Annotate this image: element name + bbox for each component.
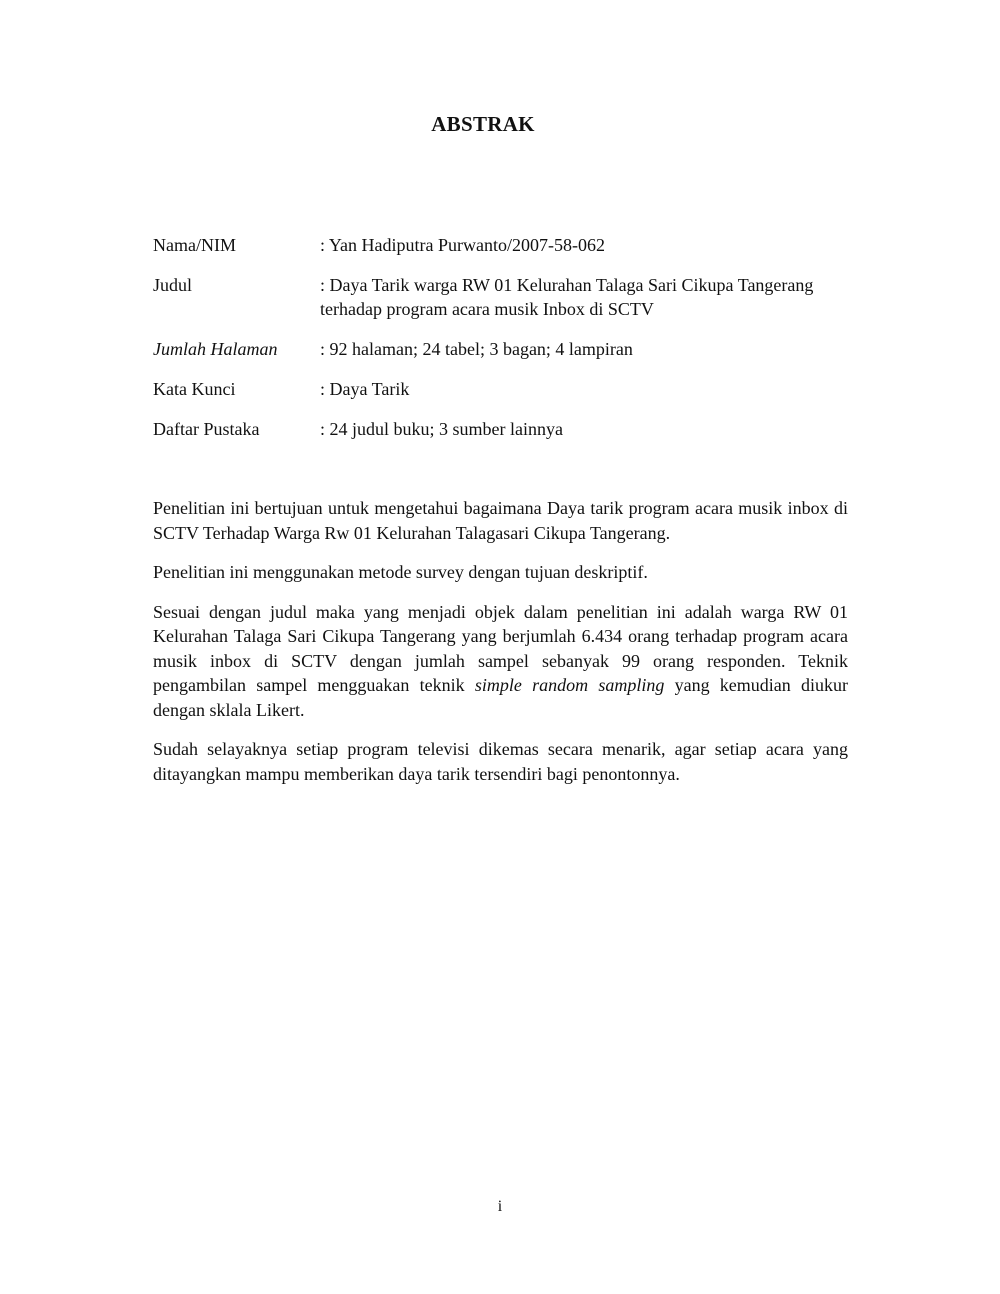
meta-row-kata-kunci bbox=[153, 377, 853, 401]
meta-label: Nama/NIM bbox=[153, 235, 236, 255]
meta-value: : Yan Hadiputra Purwanto/2007-58-062 bbox=[320, 235, 605, 255]
page-title: ABSTRAK bbox=[431, 112, 535, 136]
meta-value: : 92 halaman; 24 tabel; 3 bagan; 4 lampiran bbox=[320, 339, 633, 359]
meta-row-nama-nim bbox=[153, 233, 853, 257]
metadata-table bbox=[153, 233, 853, 457]
meta-label: Judul bbox=[153, 275, 193, 295]
paragraph-purpose: Penelitian ini bertujuan untuk mengetahui bagaimana Daya tarik program acara musik inbox di SCTV Terhadap Warga Rw 01 Kelurahan Talagasari Cikupa Tangerang. bbox=[153, 498, 848, 543]
abstract-body bbox=[153, 496, 848, 801]
meta-value: : Daya Tarik warga RW 01 Kelurahan Talaga Sari Cikupa Tangerang terhadap program acara musik Inbox di SCTV bbox=[320, 275, 814, 319]
paragraph-sample-text-end: yang kemudian diukur dengan sklala Likert. bbox=[153, 675, 849, 720]
paragraph-sample bbox=[153, 600, 848, 723]
meta-value: : 24 judul buku; 3 sumber lainnya bbox=[320, 419, 563, 439]
meta-row-jumlah-halaman bbox=[153, 337, 853, 361]
meta-row-daftar-pustaka bbox=[153, 417, 853, 441]
page-number: i bbox=[497, 1198, 503, 1215]
meta-label: Daftar Pustaka bbox=[153, 419, 260, 439]
paragraph-conclusion: Sudah selayaknya setiap program televisi dikemas secara menarik, agar setiap acara yang ditayangkan mampu memberikan daya tarik tersendiri bagi penontonnya. bbox=[153, 739, 848, 784]
meta-row-judul bbox=[153, 273, 853, 321]
paragraph-sample-text-start: Sesuai dengan judul maka yang menjadi objek dalam penelitian ini adalah warga RW 01 Kelurahan Talaga Sari Cikupa Tangerang yang berjumlah 6.434 orang terhadap program acara musik inbox di SCTV dengan jumlah sampel sebanyak 99 orang responden. Teknik pengambilan sampel mengguakan teknik bbox=[153, 601, 848, 695]
meta-label: Kata Kunci bbox=[153, 379, 236, 399]
sampling-technique-term: simple random sampling bbox=[474, 675, 665, 695]
meta-value: : Daya Tarik bbox=[320, 379, 410, 399]
paragraph-method: Penelitian ini menggunakan metode survey dengan tujuan deskriptif. bbox=[153, 562, 648, 582]
meta-label: Jumlah Halaman bbox=[153, 339, 278, 359]
